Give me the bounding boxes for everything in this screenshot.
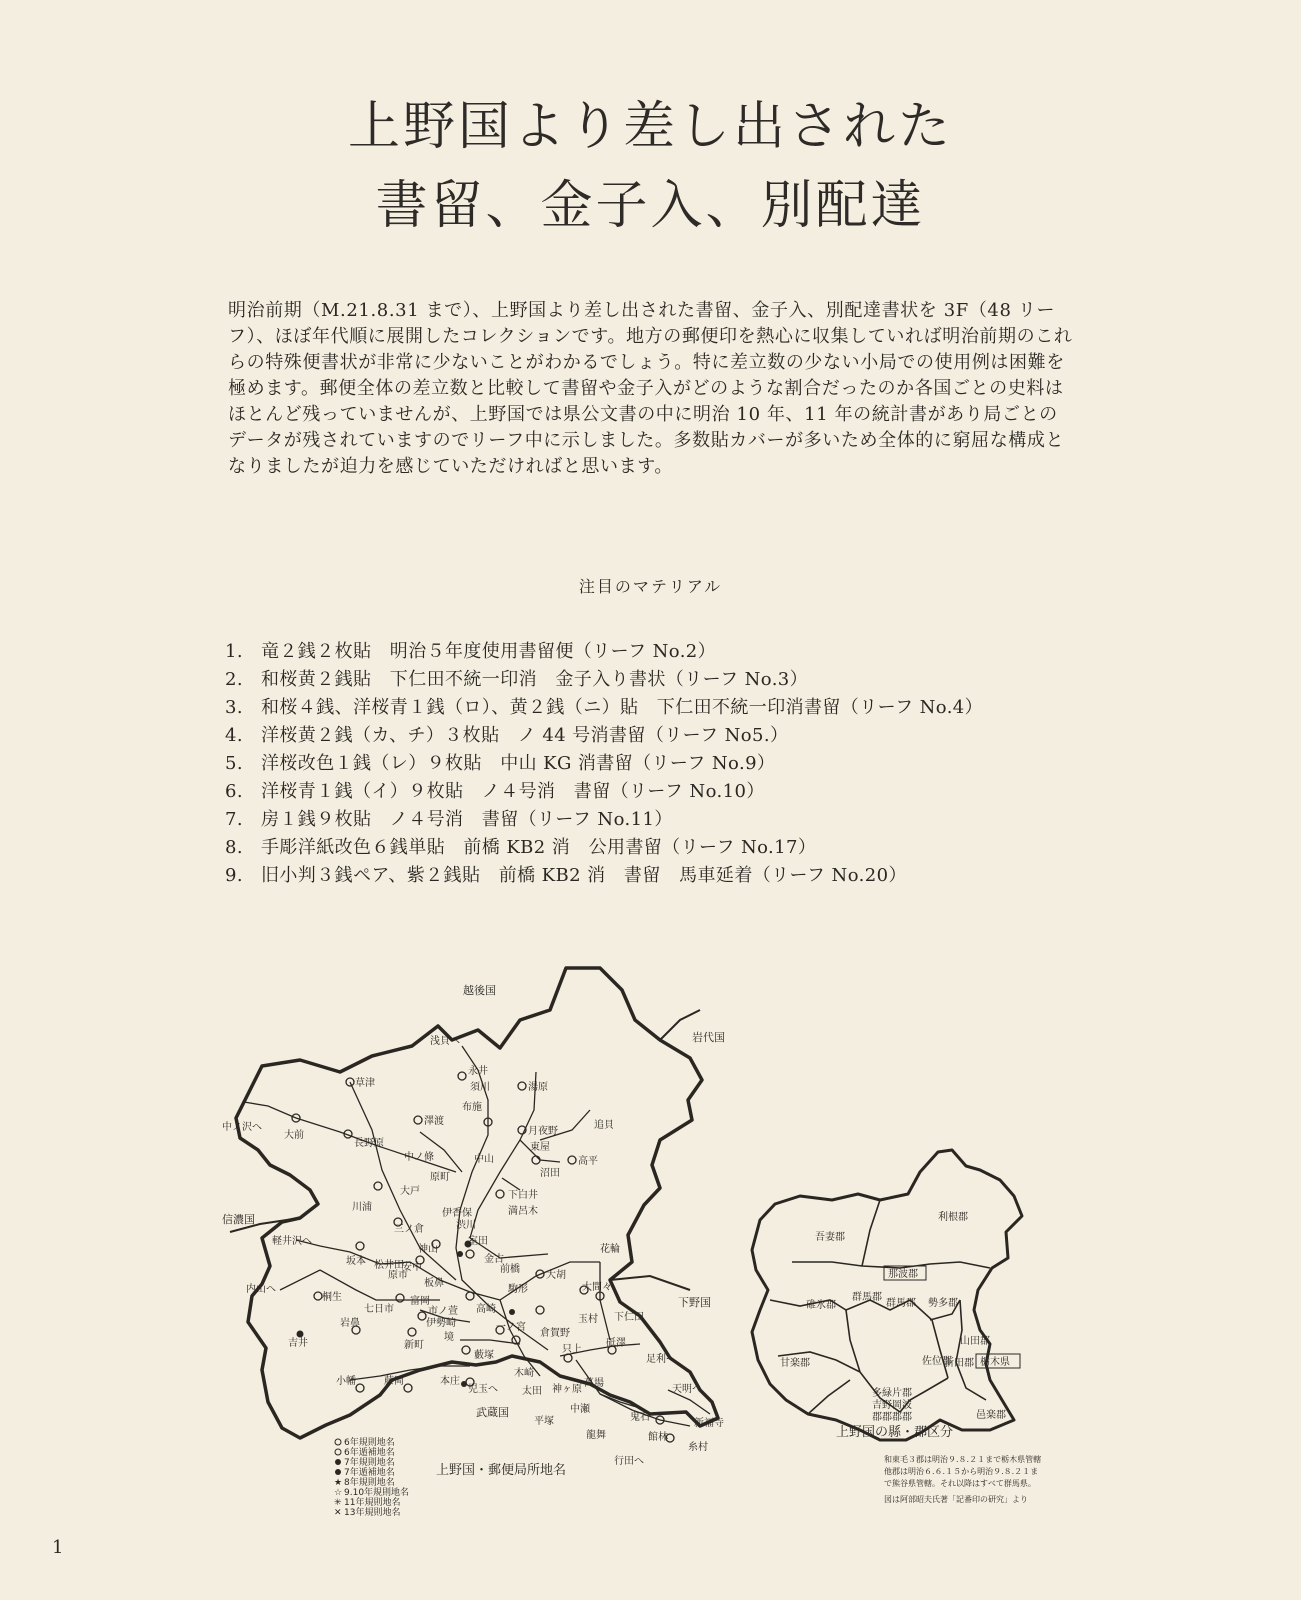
place-label: 湯原 [528, 1082, 548, 1093]
place-label: 太田 [522, 1386, 542, 1397]
district-label: 碓氷郡 [806, 1300, 836, 1311]
district-label: 勢多郡 [928, 1298, 958, 1309]
place-label: 伊勢崎 [426, 1318, 456, 1329]
place-label: 本庄 [440, 1376, 460, 1387]
legend-item: 11年規則地名 [344, 1498, 401, 1508]
place-label: 鬼石 [630, 1412, 650, 1423]
place-label: 沼田 [540, 1168, 560, 1179]
place-label: 吉井 [288, 1338, 308, 1349]
place-label: 永井 [468, 1066, 488, 1077]
legend-star-icon: ★ [334, 1478, 343, 1488]
place-label: 桐生 [322, 1292, 342, 1303]
map-caption: 上野国の縣・郡区分 [836, 1425, 954, 1440]
place-label: 富岡 [410, 1296, 430, 1307]
place-label: 草津 [355, 1078, 375, 1089]
place-label: 伊香保 [442, 1208, 472, 1219]
place-label: 新福寺 [694, 1418, 724, 1429]
item-number: 7. [225, 809, 243, 830]
exit-label: 行田へ [614, 1456, 644, 1467]
place-label: 倉賀野 [540, 1328, 570, 1339]
place-label: 高崎 [476, 1304, 496, 1315]
legend-item: 7年遁補地名 [344, 1468, 395, 1478]
place-label: 大戸 [400, 1186, 420, 1197]
place-label: 藤岡 [384, 1376, 404, 1387]
legend-item: 6年遁補地名 [344, 1448, 395, 1458]
region-label: 下野国 [678, 1296, 711, 1309]
item-text: 洋桜改色１銭（レ）９枚貼 中山 KG 消書留（リーフ No.9） [261, 753, 776, 774]
place-label: 安中 [402, 1262, 422, 1273]
subheading: 注目のマテリアル [578, 577, 723, 596]
place-label: 長野原 [354, 1138, 384, 1149]
place-label: 布施 [462, 1102, 482, 1113]
place-label: 中山 [474, 1154, 494, 1165]
legend-item: 13年規則地名 [344, 1508, 401, 1518]
item-text: 洋桜黄２銭（カ、チ）３枚貼 ノ 44 号消書留（リーフ No5.） [261, 725, 789, 746]
district-label: 多緑片郡 [872, 1388, 912, 1399]
place-label: 坂本 [346, 1256, 366, 1267]
item-number: 4. [225, 725, 243, 746]
place-label: 木崎 [514, 1368, 534, 1379]
district-label: 利根郡 [938, 1212, 968, 1223]
district-label: 吉野岡波 [872, 1400, 912, 1411]
place-label: 大胡 [546, 1270, 566, 1281]
region-label: 信濃国 [222, 1213, 255, 1226]
place-label: 下白井 [508, 1190, 538, 1201]
place-label: 松井田 [374, 1260, 404, 1271]
place-label: 砥澤 [606, 1338, 626, 1349]
region-label: 武蔵国 [476, 1406, 509, 1419]
item-text: 洋桜青１銭（イ）９枚貼 ノ４号消 書留（リーフ No.10） [261, 781, 765, 802]
place-label: 新町 [404, 1340, 424, 1351]
place-label: 金古 [484, 1254, 504, 1265]
item-number: 8. [225, 837, 243, 858]
item-text: 竜２銭２枚貼 明治５年度使用書留便（リーフ No.2） [261, 641, 717, 662]
item-number: 1. [225, 641, 243, 662]
district-label: 新田郡 [944, 1358, 974, 1369]
item-number: 3. [225, 697, 243, 718]
legend-star-outline-icon: ☆ [334, 1488, 343, 1498]
legend-cross-icon: ✕ [334, 1508, 342, 1518]
legend-asterisk-icon: ✳ [334, 1498, 342, 1508]
map-note: 他郡は明治６.６.１５から明治９.８.２１ま [884, 1467, 1039, 1476]
district-label: 群馬郡 [886, 1298, 916, 1309]
place-label: 市ノ萱 [428, 1306, 458, 1317]
place-label: 大間々 [582, 1282, 612, 1293]
district-label: 吾妻郡 [815, 1232, 845, 1243]
district-label: 甘楽郡 [780, 1358, 810, 1369]
item-number: 9. [225, 865, 243, 886]
boxed-district-label: 那波郡 [888, 1269, 918, 1280]
boxed-district-label: 栃木県 [980, 1357, 1010, 1368]
legend-item: 8年規則地名 [344, 1478, 395, 1488]
place-label: 東屋 [530, 1142, 550, 1153]
place-label: 七日市 [364, 1304, 394, 1315]
title-line-1: 上野国より差し出された [347, 97, 953, 157]
place-label: 板鼻 [424, 1278, 444, 1289]
legend-item: 9.10年規則地名 [344, 1488, 410, 1498]
place-label: 渋川 [456, 1220, 476, 1231]
place-label: 藪塚 [474, 1350, 494, 1361]
map-note: で熊谷県管轄。それ以降はすべて群馬県。 [884, 1479, 1036, 1488]
place-label: 一ノ宮 [496, 1322, 526, 1333]
exit-label: 中ノ沢へ [222, 1122, 262, 1133]
item-number: 6. [225, 781, 243, 802]
intro-paragraph: 明治前期（M.21.8.31 まで）、上野国より差し出された書留、金子入、別配達書状を 3F（48 リーフ）、ほぼ年代順に展開したコレクションです。地方の郵便印を熱心に収集していれば明治前期のこれらの特殊便書状が非常に少ないことがわかるでしょう。特に差立数の少ない小局での使用例は困難を極めます。郵便全体の差立数と比較して書留や金子入がどのような割合だったのか各国ごとの史料はほとんど残っていませんが、上野国では県公文書の中に明治 10 年、11 年の統計書があり局ごとのデータが残されていますのでリーフ中に示しました。多数貼カバーが多いため全体的に窮屈な構成となりましたが迫力を感じていただければと思います。 [228, 300, 1073, 477]
legend-item: 6年規則地名 [344, 1438, 395, 1448]
district-label: 山田郡 [960, 1336, 990, 1347]
title-line-2: 書留、金子入、別配達 [375, 176, 926, 236]
place-label: 萬場 [584, 1378, 604, 1389]
place-label: 中ノ條 [404, 1152, 434, 1163]
item-text: 和桜黄２銭貼 下仁田不統一印消 金子入り書状（リーフ No.3） [261, 669, 809, 690]
item-text: 房１銭９枚貼 ノ４号消 書留（リーフ No.11） [261, 809, 673, 830]
district-label: 佐位郡 [922, 1356, 952, 1367]
item-number: 5. [225, 753, 243, 774]
place-label: 下仁田 [614, 1312, 644, 1323]
place-label: 川浦 [352, 1202, 372, 1213]
place-label: 神山 [418, 1244, 438, 1255]
district-label: 郡郡郡郡 [872, 1412, 912, 1423]
place-label: 前橋 [500, 1264, 520, 1275]
map-note: 和東毛３郡は明治９.８.２１まで栃木県管轄 [884, 1455, 1042, 1464]
place-label: 須川 [470, 1082, 490, 1093]
page-number: 1 [52, 1537, 64, 1558]
place-label: 岩鼻 [340, 1318, 360, 1329]
place-label: 原町 [430, 1172, 450, 1183]
district-label: 邑楽郡 [976, 1410, 1006, 1421]
place-label: 駒形 [508, 1284, 528, 1295]
place-label: 原市 [388, 1270, 408, 1281]
exit-label: 軽井沢へ [272, 1236, 312, 1247]
item-text: 和桜４銭、洋桜青１銭（ロ）、黄２銭（ニ）貼 下仁田不統一印消書留（リーフ No.4） [261, 697, 984, 718]
exit-label: 浅貝へ [430, 1036, 460, 1047]
place-label: 高平 [578, 1156, 598, 1167]
place-label: 月夜野 [528, 1126, 558, 1137]
item-number: 2. [225, 669, 243, 690]
post-office-map [222, 968, 725, 1518]
district-label: 群馬郡 [852, 1292, 882, 1303]
place-label: 龍舞 [586, 1430, 606, 1441]
exit-label: 内山へ [246, 1284, 276, 1295]
district-map [752, 1150, 1041, 1504]
exit-label: 足利へ [646, 1354, 676, 1365]
map-note: 図は阿部昭夫氏著「記番印の研究」より [884, 1495, 1028, 1504]
place-label: 中瀬 [570, 1404, 590, 1415]
place-label: 室田 [468, 1236, 488, 1247]
place-label: 追貝 [594, 1120, 614, 1131]
place-label: 平塚 [534, 1416, 554, 1427]
place-label: 満呂木 [508, 1206, 538, 1217]
map-caption: 上野国・郵便局所地名 [436, 1463, 567, 1478]
place-label: 大前 [284, 1130, 304, 1141]
legend-item: 7年規則地名 [344, 1458, 395, 1468]
place-label: 三ノ倉 [394, 1224, 424, 1235]
item-text: 手彫洋紙改色６銭単貼 前橋 KB2 消 公用書留（リーフ No.17） [261, 837, 817, 858]
province-border [610, 1276, 690, 1290]
place-label: 小幡 [336, 1376, 356, 1387]
item-text: 旧小判３銭ペア、紫２銭貼 前橋 KB2 消 書留 馬車延着（リーフ No.20） [261, 865, 907, 886]
place-label: 花輪 [600, 1244, 620, 1255]
place-label: 只上 [562, 1344, 582, 1355]
region-label: 越後国 [463, 984, 496, 997]
place-label: 神ヶ原 [552, 1384, 582, 1395]
place-label: 玉村 [578, 1314, 598, 1325]
exit-label: 天明へ [672, 1384, 702, 1395]
province-outline [236, 968, 718, 1438]
place-label: 糸村 [688, 1442, 708, 1453]
place-labels [284, 1064, 724, 1453]
region-label: 岩代国 [692, 1031, 725, 1044]
place-label: 澤渡 [424, 1116, 444, 1127]
exit-label: 児玉へ [468, 1384, 498, 1395]
map-legend [334, 1436, 409, 1518]
place-label: 館林 [648, 1432, 668, 1443]
place-label: 境 [444, 1332, 454, 1343]
